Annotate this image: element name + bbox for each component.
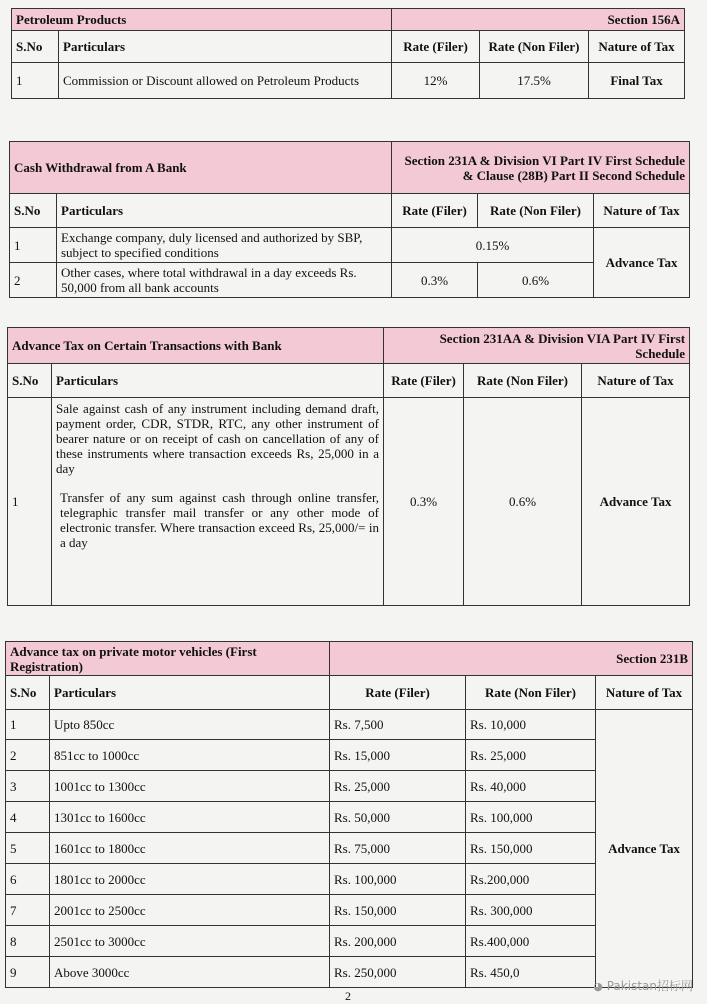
section-reference: Section 156A — [392, 9, 685, 31]
table-row — [6, 802, 693, 833]
cell-sno: 5 — [6, 833, 50, 864]
cell-sno: 1 — [12, 63, 59, 99]
cell-rate-non-filer: 0.6% — [478, 263, 594, 298]
cell-rate-filer: 0.3% — [392, 263, 478, 298]
cash-withdrawal-table — [9, 141, 690, 298]
cell-rate-non-filer: 17.5% — [480, 63, 589, 99]
cell-particulars: 2501cc to 3000cc — [50, 926, 330, 957]
cell-nature: Advance Tax — [596, 710, 693, 988]
bank-transactions-table — [7, 327, 690, 606]
table-row — [6, 864, 693, 895]
particulars-paragraph-2: Transfer of any sum against cash through online transfer, telegraphic transfer mail transfer or any other mode of electronic transfer. Where transaction exceed Rs, 25,000/= in a day — [60, 490, 379, 550]
cell-particulars: 1001cc to 1300cc — [50, 771, 330, 802]
table-row — [6, 771, 693, 802]
petroleum-table — [11, 8, 685, 99]
header-rate-filer: Rate (Filer) — [384, 364, 464, 398]
table-row — [6, 710, 693, 740]
header-particulars: Particulars — [52, 364, 384, 398]
cell-sno: 3 — [6, 771, 50, 802]
cell-sno: 1 — [10, 228, 57, 263]
header-nature: Nature of Tax — [582, 364, 690, 398]
table-title: Advance Tax on Certain Transactions with Bank — [8, 328, 384, 364]
cell-particulars: 1601cc to 1800cc — [50, 833, 330, 864]
cell-rate-non-filer: Rs. 450,0 — [466, 957, 596, 988]
cell-rate-non-filer: Rs. 100,000 — [466, 802, 596, 833]
cell-rate-filer: Rs. 200,000 — [330, 926, 466, 957]
header-sno: S.No — [10, 194, 57, 228]
cell-nature: Advance Tax — [594, 228, 690, 298]
cell-sno: 6 — [6, 864, 50, 895]
cell-rate-non-filer: Rs. 25,000 — [466, 740, 596, 771]
cell-sno: 2 — [6, 740, 50, 771]
page-number: 2 — [345, 989, 351, 1003]
cell-rate-non-filer: 0.6% — [464, 398, 582, 606]
cell-rate-filer: Rs. 100,000 — [330, 864, 466, 895]
cell-rate-non-filer: Rs. 300,000 — [466, 895, 596, 926]
header-rate-non-filer: Rate (Non Filer) — [480, 31, 589, 63]
header-particulars: Particulars — [57, 194, 392, 228]
cell-rate-filer: Rs. 15,000 — [330, 740, 466, 771]
cell-rate-non-filer: Rs. 150,000 — [466, 833, 596, 864]
header-rate-filer: Rate (Filer) — [392, 31, 480, 63]
header-sno: S.No — [8, 364, 52, 398]
table-title: Advance tax on private motor vehicles (First Registration) — [6, 642, 330, 676]
header-rate-non-filer: Rate (Non Filer) — [466, 676, 596, 710]
header-rate-filer: Rate (Filer) — [330, 676, 466, 710]
cell-sno: 8 — [6, 926, 50, 957]
particulars-paragraph-1: Sale against cash of any instrument including demand draft, payment order, CDR, STDR, RTC, any other instrument of bearer nature or on receipt of cash on cancellation of any of these instruments where transaction exceeds Rs, 25,000 in a day — [56, 401, 379, 476]
table-row — [6, 957, 693, 988]
table-row — [8, 398, 690, 606]
header-nature: Nature of Tax — [594, 194, 690, 228]
cell-rate-non-filer: Rs. 10,000 — [466, 710, 596, 740]
table-row — [6, 833, 693, 864]
cell-rate-filer: Rs. 50,000 — [330, 802, 466, 833]
header-nature: Nature of Tax — [596, 676, 693, 710]
cell-nature: Advance Tax — [582, 398, 690, 606]
header-rate-non-filer: Rate (Non Filer) — [478, 194, 594, 228]
header-particulars: Particulars — [50, 676, 330, 710]
table-row — [10, 228, 690, 263]
cell-sno: 4 — [6, 802, 50, 833]
section-reference: Section 231AA & Division VIA Part IV First Schedule — [384, 328, 690, 364]
section-reference: Section 231A & Division VI Part IV First Schedule & Clause (28B) Part II Second Schedule — [392, 142, 690, 194]
cell-sno: 2 — [10, 263, 57, 298]
cell-particulars: 2001cc to 2500cc — [50, 895, 330, 926]
cell-particulars: Exchange company, duly licensed and authorized by SBP, subject to specified conditions — [57, 228, 392, 263]
table-row — [12, 63, 685, 99]
cell-particulars: 851cc to 1000cc — [50, 740, 330, 771]
cell-rate-filer: Rs. 250,000 — [330, 957, 466, 988]
header-sno: S.No — [12, 31, 59, 63]
motor-vehicles-table — [5, 641, 693, 988]
cell-sno: 7 — [6, 895, 50, 926]
cell-rate-filer: Rs. 7,500 — [330, 710, 466, 740]
cell-sno: 9 — [6, 957, 50, 988]
cell-particulars: Upto 850cc — [50, 710, 330, 740]
cell-rate-filer: Rs. 25,000 — [330, 771, 466, 802]
table-title: Cash Withdrawal from A Bank — [10, 142, 392, 194]
header-rate-non-filer: Rate (Non Filer) — [464, 364, 582, 398]
header-rate-filer: Rate (Filer) — [392, 194, 478, 228]
cell-particulars — [52, 398, 384, 606]
header-nature: Nature of Tax — [589, 31, 685, 63]
table-row — [6, 926, 693, 957]
cell-rate-filer: 12% — [392, 63, 480, 99]
cell-particulars: Above 3000cc — [50, 957, 330, 988]
cell-particulars: 1801cc to 2000cc — [50, 864, 330, 895]
wechat-icon: ◕ — [593, 980, 603, 993]
table-row — [6, 740, 693, 771]
cell-rate-filer: Rs. 150,000 — [330, 895, 466, 926]
watermark: ◕ Pakistan招标网 — [593, 979, 693, 993]
cell-rate-non-filer: Rs.200,000 — [466, 864, 596, 895]
cell-rate-non-filer: Rs. 40,000 — [466, 771, 596, 802]
cell-particulars: Other cases, where total withdrawal in a day exceeds Rs. 50,000 from all bank accounts — [57, 263, 392, 298]
cell-rate-combined: 0.15% — [392, 228, 594, 263]
cell-particulars: Commission or Discount allowed on Petroleum Products — [59, 63, 392, 99]
cell-rate-filer: Rs. 75,000 — [330, 833, 466, 864]
cell-sno: 1 — [8, 398, 52, 606]
table-row — [10, 263, 690, 298]
header-sno: S.No — [6, 676, 50, 710]
cell-nature: Final Tax — [589, 63, 685, 99]
cell-rate-non-filer: Rs.400,000 — [466, 926, 596, 957]
cell-particulars: 1301cc to 1600cc — [50, 802, 330, 833]
section-reference: Section 231B — [330, 642, 693, 676]
cell-sno: 1 — [6, 710, 50, 740]
header-particulars: Particulars — [59, 31, 392, 63]
table-row — [6, 895, 693, 926]
table-title: Petroleum Products — [12, 9, 392, 31]
cell-rate-filer: 0.3% — [384, 398, 464, 606]
